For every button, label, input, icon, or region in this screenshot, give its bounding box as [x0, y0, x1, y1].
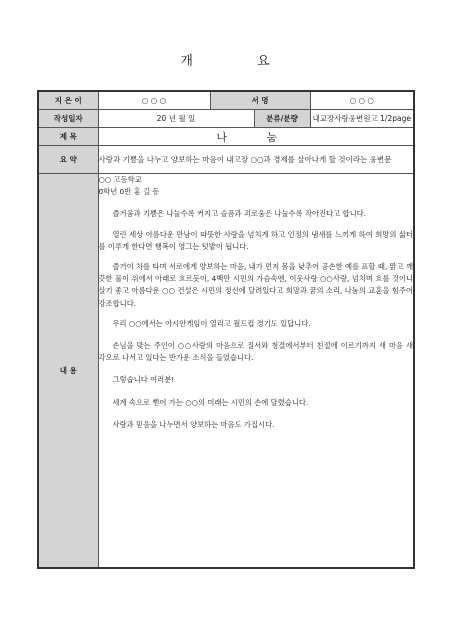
- author-value: ○ ○ ○: [98, 91, 210, 110]
- content-body: [98, 174, 414, 569]
- writer-label: 서 명: [210, 91, 310, 110]
- summary-label: 요 약: [38, 146, 98, 174]
- summary-value: 사랑과 기쁨을 나누고 양보하는 마음이 내고장 ○○과 경제를 살아나게 할 것이라는 웅변문: [98, 146, 414, 174]
- writer-value: ○ ○ ○: [310, 91, 414, 110]
- speaker-info: [99, 174, 414, 198]
- author-label: 지 은 이: [38, 91, 98, 110]
- category-label: 분류/분량: [254, 110, 310, 128]
- paragraph: 사랑과 믿음을 나누면서 양보하는 마음도 가집시다.: [112, 419, 275, 429]
- paragraph: 즐거이 차를 타며 서로에게 양보하는 마음, 내가 먼저 몸을 낮추어 공손한 예를 표할 때, 맑고 깨끗한 물이 위에서 아래로 흐르듯이, 4백만 시민의 가슴속엔, 이웃사랑 ○○사랑, 넘치며 흐를 것이니 살기 좋고 아름다운 ○○ 건설은 시민의 정신에 달려있다고 희망과 꿈의 소리, 나눔의 교훈을 힘주어 강조합니다.: [98, 262, 414, 308]
- date-value: 20 년 월 일: [98, 110, 254, 128]
- subject-value: 나 눔: [98, 128, 414, 146]
- subject-label: 제 목: [38, 128, 98, 146]
- student-name: 0학년 0반 홍 길 동: [98, 187, 160, 197]
- paragraph: 우리 ○○에서는 아시안게임이 열리고 월드컵 경기도 있답니다.: [112, 318, 311, 328]
- school-name: ○○ 고등학교: [98, 175, 142, 184]
- paragraph: 즐거움과 기쁨은 나눌수록 커지고 슬픔과 괴로움은 나눌수록 작아진다고 합니다.: [112, 209, 366, 219]
- paragraph: 세계 속으로 뻗어 가는 ○○의 미래는 시민의 손에 달렸습니다.: [112, 397, 309, 407]
- summary-table: [37, 90, 415, 569]
- category-value: 내교장사랑웅변원고 1/2page: [310, 110, 414, 128]
- document-title: 개 요: [180, 54, 300, 69]
- paragraph: 손님을 맞는 주인이 ○○사랑의 마음으로 질서와 청결에서부터 친절에 이르기까지 새 마음 새 각오로 나서고 있다는 반가운 소식을 들었습니다.: [98, 341, 414, 363]
- paragraph: 그렇습니다 여러분!: [112, 375, 175, 385]
- paragraph: 열린 세상 아름다운 만남이 따뜻한 사랑을 넘치게 하고 인정의 냄새를 느끼게 하여 희망의 삶터를 이루게 한다면 행복이 영그는 텃밭이 됩니다.: [98, 229, 414, 251]
- date-label: 작성일자: [38, 110, 98, 128]
- content-label: 내 용: [38, 174, 98, 569]
